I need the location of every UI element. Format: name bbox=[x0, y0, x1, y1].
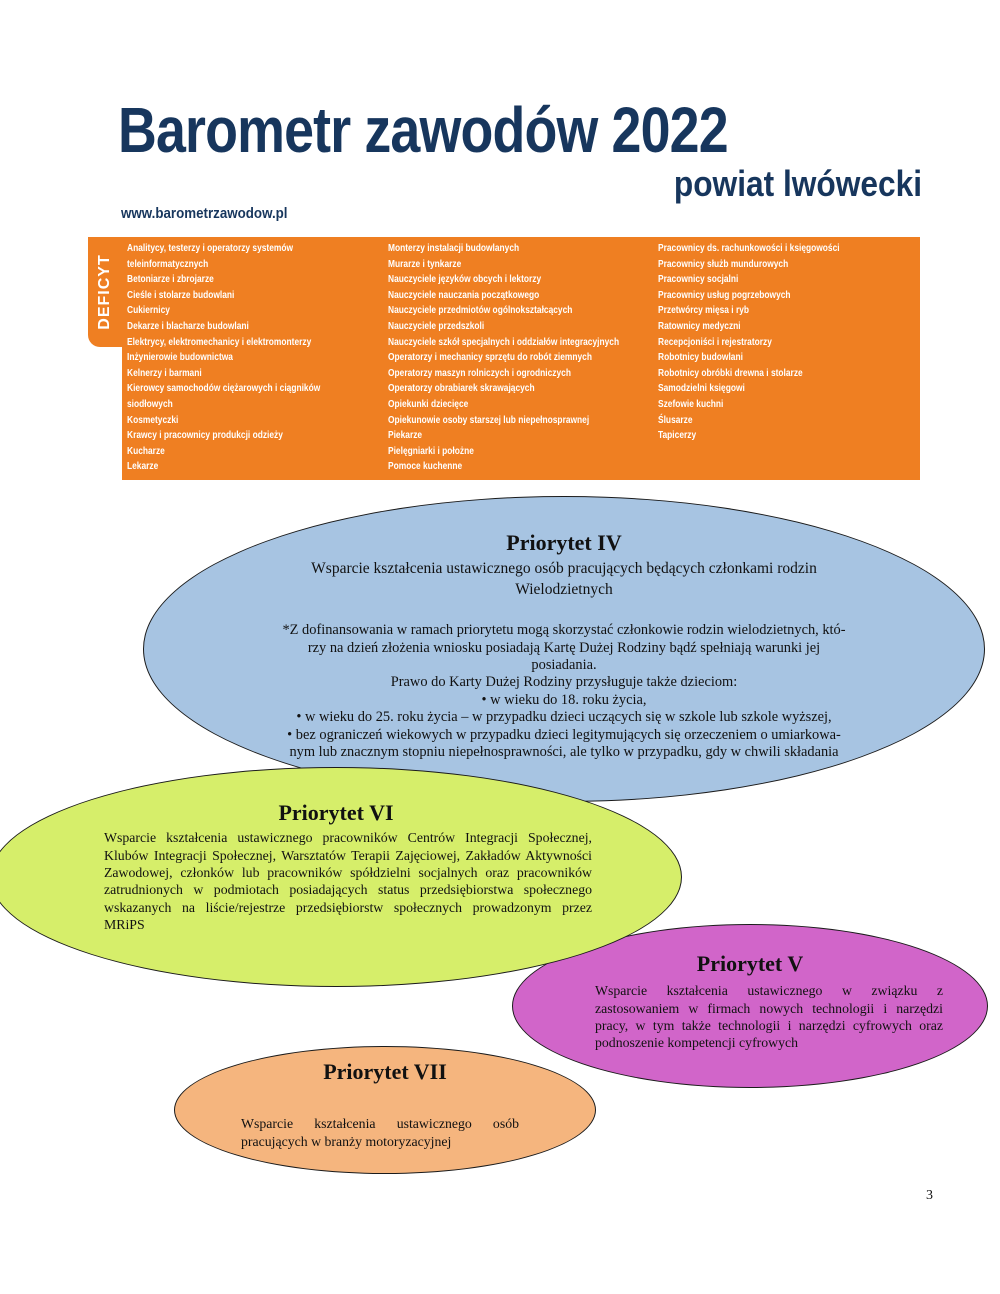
occupation-item: Pracownicy socjalni bbox=[658, 273, 739, 286]
priority-iv-body: *Z dofinansowania w ramach priorytetu mogą skorzystać członkowie rodzin wielodzietnych, któ- rzy na dzień złożenia wniosku posiadają Kartę Dużej Rodziny bądź spełniają warunki jej posiadania. Prawo do Karty Dużej Rodziny przysługuje także dzieciom: • w wieku do 18. roku życia, • w wieku do 25. roku życia – w przypadku dzieci uczących się w szkole lub szkole wyższej, • bez ograniczeń wiekowych w przypadku dzieci legitymujących się orzeczeniem o umiarkowa- nym lub znacznym stopniu niepełnosprawności, ale tylko w przypadku, gdy w chwili składania bbox=[282, 622, 846, 761]
occupation-item: Cieśle i stolarze budowlani bbox=[127, 288, 235, 301]
priority-iv-title: Priorytet IV bbox=[506, 530, 622, 555]
occupation-item: Robotnicy obróbki drewna i stolarze bbox=[658, 366, 803, 379]
deficit-tab bbox=[88, 237, 122, 347]
occupation-item: Robotnicy budowlani bbox=[658, 351, 743, 364]
occupation-item: Operatorzy obrabiarek skrawających bbox=[388, 382, 535, 395]
deficit-column-1 bbox=[127, 241, 320, 475]
occupation-item: Monterzy instalacji budowlanych bbox=[388, 242, 520, 254]
occupation-item: Pracownicy usług pogrzebowych bbox=[658, 288, 791, 301]
occupation-item: Szefowie kuchni bbox=[658, 397, 724, 410]
occupation-item: Analitycy, testerzy i operatorzy systemów teleinformatycznych bbox=[127, 242, 294, 270]
deficit-column-2 bbox=[388, 241, 619, 475]
occupation-item: Betoniarze i zbrojarze bbox=[127, 273, 214, 286]
occupation-item: Piekarze bbox=[388, 429, 423, 442]
occupation-item: Inżynierowie budownictwa bbox=[127, 351, 233, 364]
page-title: Barometr zawodów 2022 bbox=[118, 94, 728, 166]
occupation-item: Tapicerzy bbox=[658, 429, 697, 442]
occupation-item: Nauczyciele przedmiotów ogólnokształcących bbox=[388, 304, 573, 317]
occupation-item: Kucharze bbox=[127, 444, 165, 457]
occupation-item: Murarze i tynkarze bbox=[388, 257, 462, 270]
occupation-item: Ślusarze bbox=[658, 413, 693, 426]
occupation-item: Krawcy i pracownicy produkcji odzieży bbox=[127, 429, 283, 442]
occupation-item: Opiekunowie osoby starszej lub niepełnosprawnej bbox=[388, 413, 590, 426]
priority-vii-title: Priorytet VII bbox=[323, 1059, 447, 1084]
page-subtitle: powiat lwówecki bbox=[673, 163, 922, 204]
deficit-occupations-table bbox=[122, 237, 920, 480]
website-link[interactable]: www.barometrzawodow.pl bbox=[121, 206, 288, 222]
priority-vi-body: Wsparcie kształcenia ustawicznego pracowników Centrów Integracji Społecznej, Klubów Integracji Społecznej, Warsztatów Terapii Zajęciowej, Zakładów Aktywności Zawodowej, członków lub pracowników spółdzielni socjalnych oraz pracowników zatrudnionych w podmiotach posiadających status przedsiębiorstwa społecznego wskazanych na liście/rejestrze przedsiębiorstw społecznych prowadzonym przez MRiPS bbox=[104, 830, 592, 933]
occupation-item: Kosmetyczki bbox=[127, 413, 179, 426]
occupation-item: Opiekunki dziecięce bbox=[388, 397, 469, 410]
priority-vii-body: Wsparcie kształcenia ustawicznego osób pracujących w branży motoryzacyjnej bbox=[241, 1116, 519, 1149]
deficit-column-3 bbox=[658, 241, 840, 444]
occupation-item: Nauczyciele przedszkoli bbox=[388, 319, 485, 332]
page-number: 3 bbox=[926, 1188, 933, 1203]
occupation-item: Nauczyciele nauczania początkowego bbox=[388, 288, 540, 301]
occupation-item: Nauczyciele języków obcych i lektorzy bbox=[388, 273, 542, 286]
priority-vii-ellipse bbox=[174, 1046, 596, 1174]
deficit-tab-label: DEFICYT bbox=[96, 254, 113, 330]
priority-v-title: Priorytet V bbox=[696, 951, 804, 976]
occupation-item: Cukiernicy bbox=[127, 304, 170, 317]
occupation-item: Recepcjoniści i rejestratorzy bbox=[658, 335, 772, 348]
occupation-item: Pracownicy służb mundurowych bbox=[658, 257, 789, 270]
priority-vi-ellipse bbox=[0, 767, 682, 987]
occupation-item: Samodzielni księgowi bbox=[658, 382, 745, 395]
occupation-item: Pielęgniarki i położne bbox=[388, 444, 474, 457]
occupation-item: Elektrycy, elektromechanicy i elektromonterzy bbox=[127, 335, 312, 348]
occupation-item: Kelnerzy i barmani bbox=[127, 366, 202, 379]
occupation-item: Operatorzy maszyn rolniczych i ogrodniczych bbox=[388, 366, 571, 379]
occupation-item: Przetwórcy mięsa i ryb bbox=[658, 304, 750, 317]
occupation-item: Dekarze i blacharze budowlani bbox=[127, 319, 249, 332]
occupation-item: Ratownicy medyczni bbox=[658, 319, 741, 332]
occupation-item: Nauczyciele szkół specjalnych i oddziałów integracyjnych bbox=[388, 335, 620, 348]
occupation-item: Lekarze bbox=[127, 460, 159, 473]
priority-v-body: Wsparcie kształcenia ustawicznego w związku z zastosowaniem w firmach nowych technologii i narzędzi pracy, w tym także technologii i narzędzi cyfrowych oraz podnoszenie kompetencji cyfrowych bbox=[595, 983, 943, 1051]
priority-iv-ellipse bbox=[143, 496, 985, 802]
priority-vi-title: Priorytet VI bbox=[278, 800, 394, 825]
occupation-item: Pomoce kuchenne bbox=[388, 460, 463, 473]
priority-iv-subtitle: Wsparcie kształcenia ustawicznego osób pracujących będących członkami rodzin Wielodzietnych bbox=[311, 560, 817, 599]
occupation-item: Kierowcy samochodów ciężarowych i ciągników siodłowych bbox=[127, 382, 321, 410]
occupation-item: Pracownicy ds. rachunkowości i księgowości bbox=[658, 242, 840, 254]
occupation-item: Operatorzy i mechanicy sprzętu do robót ziemnych bbox=[388, 351, 592, 364]
